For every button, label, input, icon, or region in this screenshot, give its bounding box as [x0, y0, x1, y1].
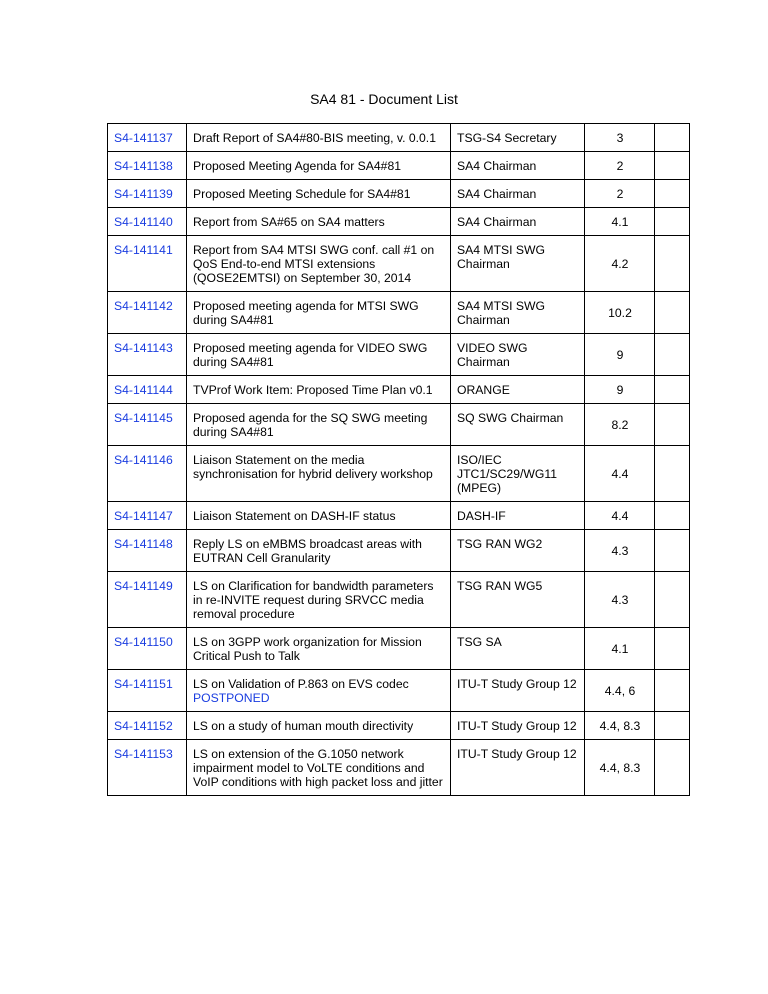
document-title: LS on 3GPP work organization for Mission Critical Push to Talk [193, 635, 422, 663]
document-source-cell: SA4 Chairman [451, 152, 585, 180]
document-title: Draft Report of SA4#80-BIS meeting, v. 0.0.1 [193, 131, 436, 145]
page-title: SA4 81 - Document List [310, 91, 458, 107]
document-id-cell [108, 740, 187, 796]
document-source-cell: ISO/IEC JTC1/SC29/WG11 (MPEG) [451, 446, 585, 502]
document-title: Proposed Meeting Schedule for SA4#81 [193, 187, 411, 201]
document-title-cell [187, 446, 451, 502]
document-id-link[interactable]: S4-141150 [114, 635, 173, 649]
table-row [108, 292, 690, 334]
agenda-item-cell: 4.3 [585, 572, 655, 628]
notes-cell [655, 124, 690, 152]
agenda-item-cell: 2 [585, 180, 655, 208]
notes-cell [655, 628, 690, 670]
document-id-cell [108, 334, 187, 376]
document-title-cell [187, 670, 451, 712]
document-id-link[interactable]: S4-141147 [114, 509, 173, 523]
notes-cell [655, 502, 690, 530]
notes-cell [655, 740, 690, 796]
document-source-cell: ITU-T Study Group 12 [451, 740, 585, 796]
document-id-link[interactable]: S4-141140 [114, 215, 173, 229]
document-id-link[interactable]: S4-141143 [114, 341, 173, 355]
document-title-cell [187, 740, 451, 796]
notes-cell [655, 292, 690, 334]
notes-cell [655, 152, 690, 180]
notes-cell [655, 530, 690, 572]
document-id-cell [108, 180, 187, 208]
agenda-item-cell: 4.4 [585, 446, 655, 502]
document-id-link[interactable]: S4-141139 [114, 187, 173, 201]
document-title: Liaison Statement on DASH-IF status [193, 509, 396, 523]
document-title-cell [187, 334, 451, 376]
table-row [108, 180, 690, 208]
document-title-cell [187, 712, 451, 740]
document-source-cell: TSG RAN WG2 [451, 530, 585, 572]
document-title-cell [187, 572, 451, 628]
notes-cell [655, 180, 690, 208]
document-id-link[interactable]: S4-141153 [114, 747, 173, 761]
document-source-cell: ORANGE [451, 376, 585, 404]
agenda-item-cell: 10.2 [585, 292, 655, 334]
agenda-item-cell: 8.2 [585, 404, 655, 446]
document-id-link[interactable]: S4-141146 [114, 453, 173, 467]
document-id-cell [108, 530, 187, 572]
document-source-cell: VIDEO SWG Chairman [451, 334, 585, 376]
document-id-cell [108, 152, 187, 180]
agenda-item-cell: 4.4, 6 [585, 670, 655, 712]
document-id-cell [108, 124, 187, 152]
document-source-cell: ITU-T Study Group 12 [451, 670, 585, 712]
document-id-cell [108, 628, 187, 670]
agenda-item-cell: 4.2 [585, 236, 655, 292]
notes-cell [655, 712, 690, 740]
table-row [108, 334, 690, 376]
document-title-cell [187, 530, 451, 572]
document-source-cell: SQ SWG Chairman [451, 404, 585, 446]
document-title-cell [187, 628, 451, 670]
document-id-cell [108, 376, 187, 404]
agenda-item-cell: 4.4, 8.3 [585, 740, 655, 796]
notes-cell [655, 446, 690, 502]
document-id-link[interactable]: S4-141149 [114, 579, 173, 593]
notes-cell [655, 376, 690, 404]
document-id-link[interactable]: S4-141148 [114, 537, 173, 551]
table-row [108, 152, 690, 180]
document-title-cell [187, 236, 451, 292]
document-id-cell [108, 292, 187, 334]
document-id-link[interactable]: S4-141144 [114, 383, 173, 397]
notes-cell [655, 236, 690, 292]
document-title: Report from SA#65 on SA4 matters [193, 215, 385, 229]
document-title: LS on Clarification for bandwidth parameters in re-INVITE request during SRVCC media removal procedure [193, 579, 434, 621]
table-row [108, 740, 690, 796]
document-id-link[interactable]: S4-141141 [114, 243, 173, 257]
document-source-cell: DASH-IF [451, 502, 585, 530]
agenda-item-cell: 4.4 [585, 502, 655, 530]
document-title: LS on a study of human mouth directivity [193, 719, 414, 733]
notes-cell [655, 334, 690, 376]
table-row [108, 404, 690, 446]
table-row [108, 446, 690, 502]
document-id-cell [108, 236, 187, 292]
document-title: Reply LS on eMBMS broadcast areas with EUTRAN Cell Granularity [193, 537, 422, 565]
document-title: TVProf Work Item: Proposed Time Plan v0.1 [193, 383, 433, 397]
table-row [108, 502, 690, 530]
document-title: Proposed Meeting Agenda for SA4#81 [193, 159, 402, 173]
table-row [108, 124, 690, 152]
table-row [108, 530, 690, 572]
document-id-link[interactable]: S4-141151 [114, 677, 173, 691]
document-title-cell [187, 292, 451, 334]
table-row [108, 628, 690, 670]
document-title: Proposed meeting agenda for MTSI SWG during SA4#81 [193, 299, 419, 327]
document-list-table [107, 123, 690, 796]
document-title: Proposed meeting agenda for VIDEO SWG during SA4#81 [193, 341, 428, 369]
document-title-cell [187, 208, 451, 236]
document-id-cell [108, 502, 187, 530]
document-title-cell [187, 376, 451, 404]
document-source-cell: SA4 MTSI SWG Chairman [451, 236, 585, 292]
document-source-cell: SA4 Chairman [451, 208, 585, 236]
notes-cell [655, 572, 690, 628]
agenda-item-cell: 4.1 [585, 628, 655, 670]
agenda-item-cell: 2 [585, 152, 655, 180]
agenda-item-cell: 4.3 [585, 530, 655, 572]
agenda-item-cell: 4.4, 8.3 [585, 712, 655, 740]
status-label: POSTPONED [193, 691, 270, 705]
document-title-cell [187, 180, 451, 208]
document-id-link[interactable]: S4-141145 [114, 411, 173, 425]
document-source-cell: TSG RAN WG5 [451, 572, 585, 628]
document-source-cell: SA4 Chairman [451, 180, 585, 208]
table-row [108, 712, 690, 740]
document-id-link[interactable]: S4-141152 [114, 719, 173, 733]
document-title-cell [187, 502, 451, 530]
document-source-cell: SA4 MTSI SWG Chairman [451, 292, 585, 334]
document-id-cell [108, 670, 187, 712]
table-row [108, 572, 690, 628]
document-source-cell: ITU-T Study Group 12 [451, 712, 585, 740]
document-title: LS on extension of the G.1050 network impairment model to VoLTE conditions and VoIP conditions with high packet loss and jitter [193, 747, 443, 789]
document-title-cell [187, 124, 451, 152]
table-row [108, 376, 690, 404]
document-source-cell: TSG SA [451, 628, 585, 670]
document-id-cell [108, 404, 187, 446]
document-title: Liaison Statement on the media synchronisation for hybrid delivery workshop [193, 453, 433, 481]
agenda-item-cell: 4.1 [585, 208, 655, 236]
agenda-item-cell: 3 [585, 124, 655, 152]
document-title-cell [187, 404, 451, 446]
table-row [108, 670, 690, 712]
document-id-link[interactable]: S4-141137 [114, 131, 173, 145]
document-title: LS on Validation of P.863 on EVS codec [193, 677, 409, 691]
document-id-cell [108, 208, 187, 236]
notes-cell [655, 208, 690, 236]
document-list-body [108, 124, 690, 796]
notes-cell [655, 670, 690, 712]
agenda-item-cell: 9 [585, 376, 655, 404]
document-id-cell [108, 712, 187, 740]
document-title: Report from SA4 MTSI SWG conf. call #1 on QoS End-to-end MTSI extensions (QOSE2EMTSI) on September 30, 2014 [193, 243, 435, 285]
document-id-link[interactable]: S4-141142 [114, 299, 173, 313]
agenda-item-cell: 9 [585, 334, 655, 376]
document-title: Proposed agenda for the SQ SWG meeting during SA4#81 [193, 411, 428, 439]
document-id-cell [108, 572, 187, 628]
notes-cell [655, 404, 690, 446]
table-row [108, 236, 690, 292]
document-title-cell [187, 152, 451, 180]
document-id-cell [108, 446, 187, 502]
document-id-link[interactable]: S4-141138 [114, 159, 173, 173]
document-source-cell: TSG-S4 Secretary [451, 124, 585, 152]
table-row [108, 208, 690, 236]
